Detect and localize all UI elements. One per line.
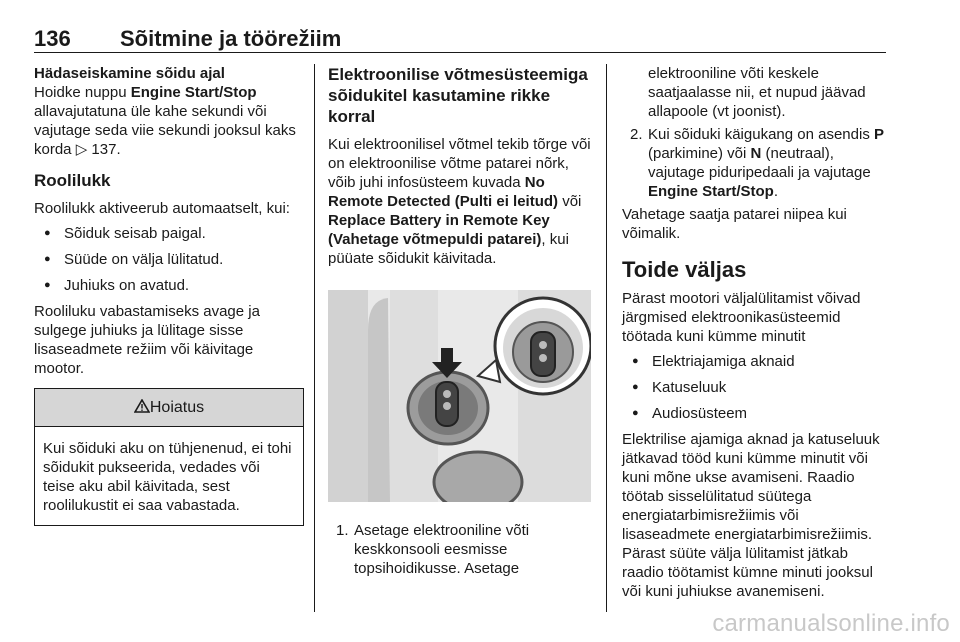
arrow-reference-icon: ▷ (75, 141, 88, 158)
cupholder-key-illustration (328, 290, 591, 502)
list-item: ● Juhiuks on avatud. (34, 276, 304, 295)
step-number: 1. (336, 522, 349, 539)
watermark: carmanualsonline.info (712, 610, 950, 637)
list-item: ● Katuseluuk (622, 378, 890, 397)
steering-lock-release: Rooliluku vabastamiseks avage ja sulgege juhiuks ja lülitage sisse lisaseadmete režiim või käivitage mootor. (34, 303, 260, 377)
power-off-details: Elektrilise ajamiga aknad ja katuseluuk jätkavad tööd kuni kümme minutit või kuni mõne ukse avamiseni. Raadio töötab sisselülitatud süütega energiatarbimisrežiimis või lisaseadmete energiatarbimisrežiimis. Pärast süüte välja lülitamist jätkab raadio töötamist kümne minuti jooksul või kuni juhiukse avanemiseni. (622, 431, 880, 600)
list-item: ● Sõiduk seisab paigal. (34, 224, 304, 243)
electronic-key-fault-paragraph: Kui elektroonilisel võtmel tekib tõrge või on elektroonilise võtme patarei nõrk, võib juhi infosüsteem kuvada No Remote Detected (Pulti ei leitud) või Replace Battery in Remote Key (Vahetage võtmepuldi patarei), kui püüate sõidukit käivitada. (328, 136, 591, 267)
instruction-steps-cont (622, 125, 890, 201)
list-item: 2. Kui sõiduki käigukang on asendis P (parkimine) või N (neutraal), vajutage piduripedaali ja vajutage Engine Start/Stop. (630, 126, 884, 200)
list-item: ● Elektriajamiga aknaid (622, 352, 890, 371)
warning-text: Kui sõiduki aku on tühjenenud, ei tohi sõidukit pukseerida, vedades või teise aku abil käivitada, sest roolilukustit ei saa vabastada. (43, 440, 292, 514)
warning-triangle-icon (134, 399, 150, 413)
message-replace-battery: Replace Battery in Remote Key (Vahetage võtmepuldi patarei) (328, 212, 550, 248)
list-item: 1. Asetage elektrooniline võti keskkonsooli eesmisse topsihoidikusse. Asetage (336, 522, 530, 577)
engine-start-stop-label: Engine Start/Stop (648, 183, 774, 200)
warning-header (35, 389, 303, 427)
page-reference-link[interactable]: 137. (87, 141, 121, 158)
column-divider-2 (606, 64, 607, 612)
column-right (622, 64, 890, 605)
power-off-intro: Pärast mootori väljalülitamist võivad järgmised elektroonikasüsteemid töötada kuni kümme minutit (622, 290, 861, 345)
list-item: ● Audiosüsteem (622, 404, 890, 423)
steering-lock-intro: Roolilukk aktiveerub automaatselt, kui: (34, 200, 290, 217)
steering-lock-title: Roolilukk (34, 171, 111, 190)
column-divider-1 (314, 64, 315, 612)
header-divider (34, 52, 886, 53)
page-header (34, 26, 341, 54)
instruction-steps (328, 521, 594, 578)
emergency-stop-paragraph: Hoidke nuppu Engine Start/Stop allavajutatuna üle kahe sekundi või vajutage seda viie sekundi jooksul kaks korda ▷ 137. (34, 84, 296, 158)
message-no-remote: No Remote Detected (Pulti ei leitud) (328, 174, 559, 210)
column-left (34, 64, 304, 526)
electronic-key-fault-title: Elektroonilise võtmesüsteemiga sõidukitel kasutamine rikke korral (328, 65, 588, 126)
page-number: 136 (34, 26, 71, 51)
battery-replace-note: Vahetage saatja patarei niipea kui võimalik. (622, 206, 847, 242)
power-off-title: Toide väljas (622, 257, 747, 282)
emergency-stop-heading: Hädaseiskamine sõidu ajal (34, 65, 225, 82)
power-off-systems (622, 352, 890, 423)
engine-start-stop-label: Engine Start/Stop (130, 84, 257, 101)
steering-lock-conditions (34, 224, 304, 295)
step-number: 2. (630, 126, 643, 143)
warning-box (34, 388, 304, 526)
page-title: Sõitmine ja töörežiim (120, 26, 342, 51)
step1-continuation: elektrooniline võti keskele saatjaalasse nii, et nupud jäävad allapoole (vt joonist). (648, 65, 866, 120)
column-middle (328, 64, 594, 582)
list-item: ● Süüde on välja lülitatud. (34, 250, 304, 269)
warning-title: Hoiatus (149, 399, 205, 416)
